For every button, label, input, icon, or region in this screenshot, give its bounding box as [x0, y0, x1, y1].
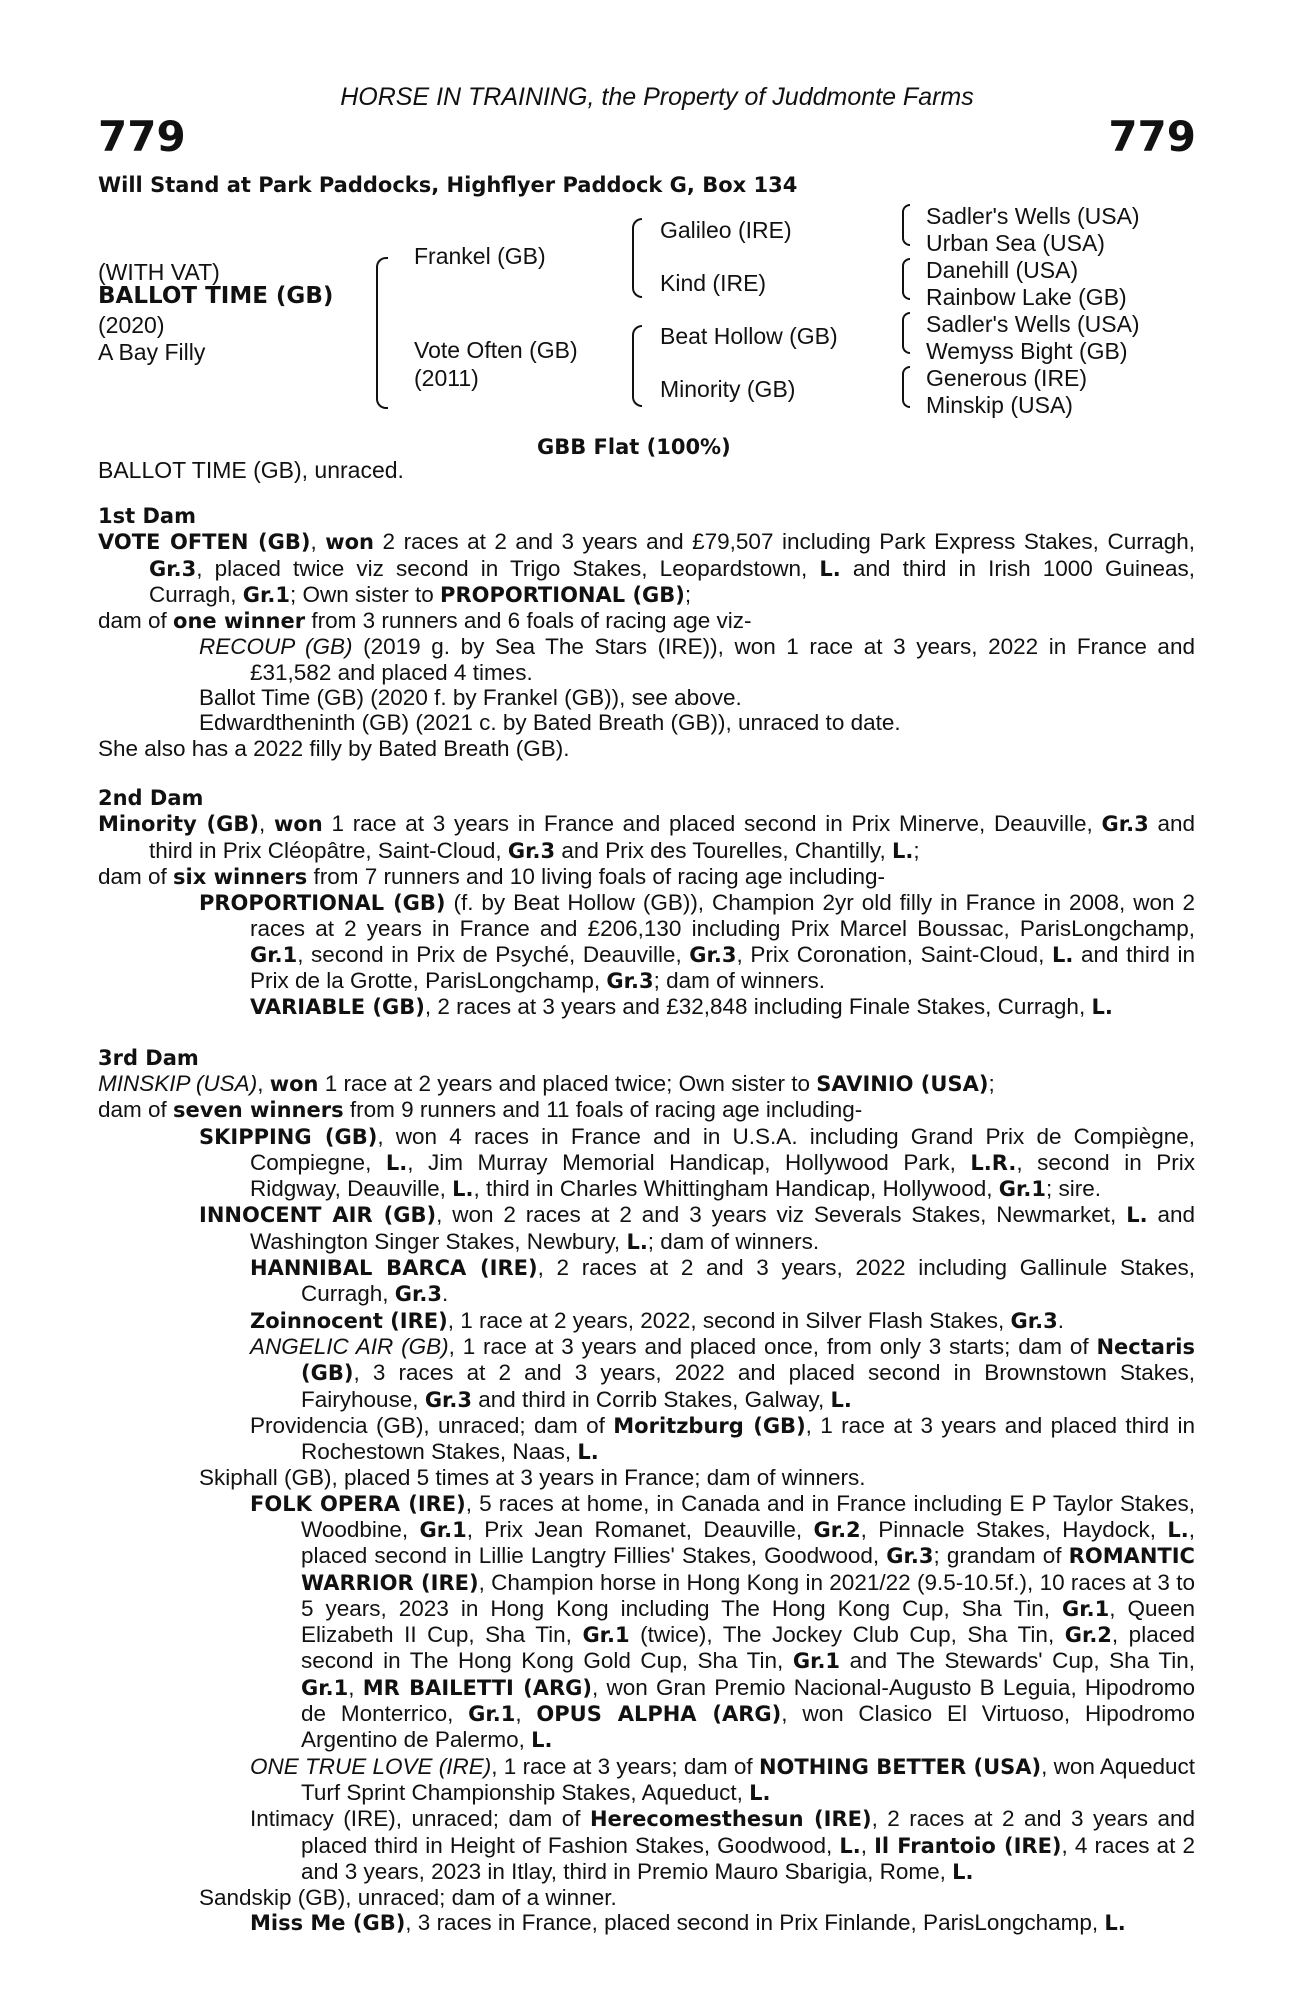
produce-entry: Ballot Time (GB) (2020 f. by Frankel (GB)), see above.	[199, 685, 742, 711]
page-header: HORSE IN TRAINING, the Property of Juddmonte Farms	[340, 83, 974, 111]
section-heading: 3rd Dam	[98, 1045, 199, 1070]
ggparent-8: Minskip (USA)	[926, 392, 1073, 418]
dam-produce-summary: dam of six winners from 7 runners and 10 living foals of racing age including-	[98, 863, 886, 889]
pedigree-brace	[902, 312, 910, 354]
pedigree-brace	[902, 258, 910, 300]
produce-entry: ONE TRUE LOVE (IRE), 1 race at 3 years; dam of NOTHING BETTER (USA), won Aqueduct Turf Sprint Championship Stakes, Aqueduct, L.	[250, 1753, 1196, 1805]
granddam-1: Kind (IRE)	[660, 270, 767, 296]
ggparent-4: Rainbow Lake (GB)	[926, 284, 1127, 310]
foaling-year: (2020)	[98, 312, 165, 338]
catalogue-body	[98, 504, 1195, 1937]
racing-record: BALLOT TIME (GB), unraced.	[98, 457, 404, 483]
lot-number-left: 779	[98, 112, 186, 161]
sire: Frankel (GB)	[414, 243, 546, 269]
produce-entry: SKIPPING (GB), won 4 races in France and in U.S.A. including Grand Prix de Compiègne, Compiegne, L., Jim Murray Memorial Handicap, Hollywood Park, L.R., second in Prix Ridgway, Deauville, L., third in Charles Whittingham Handicap, Hollywood, Gr.1; sire.	[199, 1123, 1195, 1202]
pedigree-brace	[632, 325, 642, 407]
granddam-2: Minority (GB)	[660, 376, 796, 402]
dam-entry: VOTE OFTEN (GB), won 2 races at 2 and 3 years and £79,507 including Park Express Stakes, Curragh, Gr.3, placed twice viz second in Trigo Stakes, Leopardstown, L. and third in Irish 1000 Guineas, Curragh, Gr.1; Own sister to PROPORTIONAL (GB);	[98, 529, 1195, 607]
horse-description: A Bay Filly	[98, 339, 206, 365]
pedigree-brace	[632, 218, 642, 298]
dam-entry: Minority (GB), won 1 race at 3 years in France and placed second in Prix Minerve, Deauville, Gr.3 and third in Prix Cléopâtre, Saint-Cloud, Gr.3 and Prix des Tourelles, Chantilly, L.;	[98, 811, 1195, 863]
dam-entry: MINSKIP (USA), won 1 race at 2 years and placed twice; Own sister to SAVINIO (USA);	[98, 1070, 995, 1096]
dam-produce-summary: dam of seven winners from 9 runners and 11 foals of racing age including-	[98, 1097, 863, 1123]
ggparent-2: Urban Sea (USA)	[926, 230, 1105, 256]
ggparent-3: Danehill (USA)	[926, 257, 1079, 283]
gbb-rating: GBB Flat (100%)	[537, 435, 731, 459]
grandsire-2: Beat Hollow (GB)	[660, 323, 838, 349]
ggparent-1: Sadler's Wells (USA)	[926, 203, 1140, 229]
produce-entry: Edwardtheninth (GB) (2021 c. by Bated Breath (GB)), unraced to date.	[199, 710, 901, 736]
produce-entry: HANNIBAL BARCA (IRE), 2 races at 2 and 3 years, 2022 including Gallinule Stakes, Curragh, Gr.3.	[250, 1255, 1196, 1307]
produce-entry: PROPORTIONAL (GB) (f. by Beat Hollow (GB)), Champion 2yr old filly in France in 2008, won 2 races at 2 years in France and £206,130 including Prix Marcel Boussac, ParisLongchamp, Gr.1, second in Prix de Psyché, Deauville, Gr.3, Prix Coronation, Saint-Cloud, L. and third in Prix de la Grotte, ParisLongchamp, Gr.3; dam of winners.	[199, 890, 1195, 994]
produce-entry: Providencia (GB), unraced; dam of Moritzburg (GB), 1 race at 3 years and placed third in Rochestown Stakes, Naas, L.	[250, 1412, 1195, 1465]
vat-note: (WITH VAT)	[98, 259, 220, 285]
section-heading: 2nd Dam	[98, 785, 204, 810]
produce-entry: VARIABLE (GB), 2 races at 3 years and £32,848 including Finale Stakes, Curragh, L.	[250, 994, 1113, 1020]
ggparent-5: Sadler's Wells (USA)	[926, 311, 1140, 337]
dam: Vote Often (GB)	[414, 337, 578, 363]
dam-year: (2011)	[414, 365, 479, 391]
dam-produce-summary: dam of one winner from 3 runners and 6 foals of racing age viz-	[98, 608, 752, 634]
produce-entry: FOLK OPERA (IRE), 5 races at home, in Canada and in France including E P Taylor Stakes, Woodbine, Gr.1, Prix Jean Romanet, Deauville, Gr.2, Pinnacle Stakes, Haydock, L., placed second in Lillie Langtry Fillies' Stakes, Goodwood, Gr.3; grandam of ROMANTIC WARRIOR (IRE), Champion horse in Hong Kong in 2021/22 (9.5-10.5f.), 10 races at 3 to 5 years, 2023 in Hong Kong including The Hong Kong Cup, Sha Tin, Gr.1, Queen Elizabeth II Cup, Sha Tin, Gr.1 (twice), The Jockey Club Cup, Sha Tin, Gr.2, placed second in The Hong Kong Gold Cup, Sha Tin, Gr.1 and The Stewards' Cup, Sha Tin, Gr.1, MR BAILETTI (ARG), won Gran Premio Nacional-Augusto B Leguia, Hipodromo de Monterrico, Gr.1, OPUS ALPHA (ARG), won Clasico El Virtuoso, Hipodromo Argentino de Palermo, L.	[250, 1490, 1196, 1753]
produce-entry: ANGELIC AIR (GB), 1 race at 3 years and placed once, from only 3 starts; dam of Nectaris (GB), 3 races at 2 and 3 years, 2022 and placed second in Brownstown Stakes, Fairyhouse, Gr.3 and third in Corrib Stakes, Galway, L.	[250, 1333, 1195, 1412]
produce-entry: Zoinnocent (IRE), 1 race at 2 years, 2022, second in Silver Flash Stakes, Gr.3.	[250, 1307, 1064, 1333]
produce-entry: INNOCENT AIR (GB), won 2 races at 2 and 3 years viz Severals Stakes, Newmarket, L. and Washington Singer Stakes, Newbury, L.; dam of winners.	[199, 1202, 1195, 1254]
produce-entry: Skiphall (GB), placed 5 times at 3 years in France; dam of winners.	[199, 1465, 866, 1491]
pedigree-brace	[902, 366, 910, 408]
produce-note: She also has a 2022 filly by Bated Breath (GB).	[98, 735, 570, 761]
pedigree-brace	[902, 204, 910, 246]
produce-entry: Sandskip (GB), unraced; dam of a winner.	[199, 1885, 617, 1911]
produce-entry: Intimacy (IRE), unraced; dam of Herecomesthesun (IRE), 2 races at 2 and 3 years and placed third in Height of Fashion Stakes, Goodwood, L., Il Frantoio (IRE), 4 races at 2 and 3 years, 2023 in Itlay, third in Premio Mauro Sbarigia, Rome, L.	[250, 1806, 1196, 1884]
ggparent-7: Generous (IRE)	[926, 365, 1088, 391]
pedigree-brace	[376, 257, 388, 409]
produce-entry: Miss Me (GB), 3 races in France, placed second in Prix Finlande, ParisLongchamp, L.	[250, 1910, 1126, 1936]
stand-location: Will Stand at Park Paddocks, Highflyer Paddock G, Box 134	[98, 173, 798, 197]
lot-number-right: 779	[1108, 112, 1196, 161]
produce-entry: RECOUP (GB) (2019 g. by Sea The Stars (IRE)), won 1 race at 3 years, 2022 in France and £31,582 and placed 4 times.	[199, 634, 1195, 685]
section-heading: 1st Dam	[98, 504, 196, 528]
grandsire-1: Galileo (IRE)	[660, 217, 792, 243]
horse-name: BALLOT TIME (GB)	[98, 283, 334, 309]
ggparent-6: Wemyss Bight (GB)	[926, 338, 1128, 364]
